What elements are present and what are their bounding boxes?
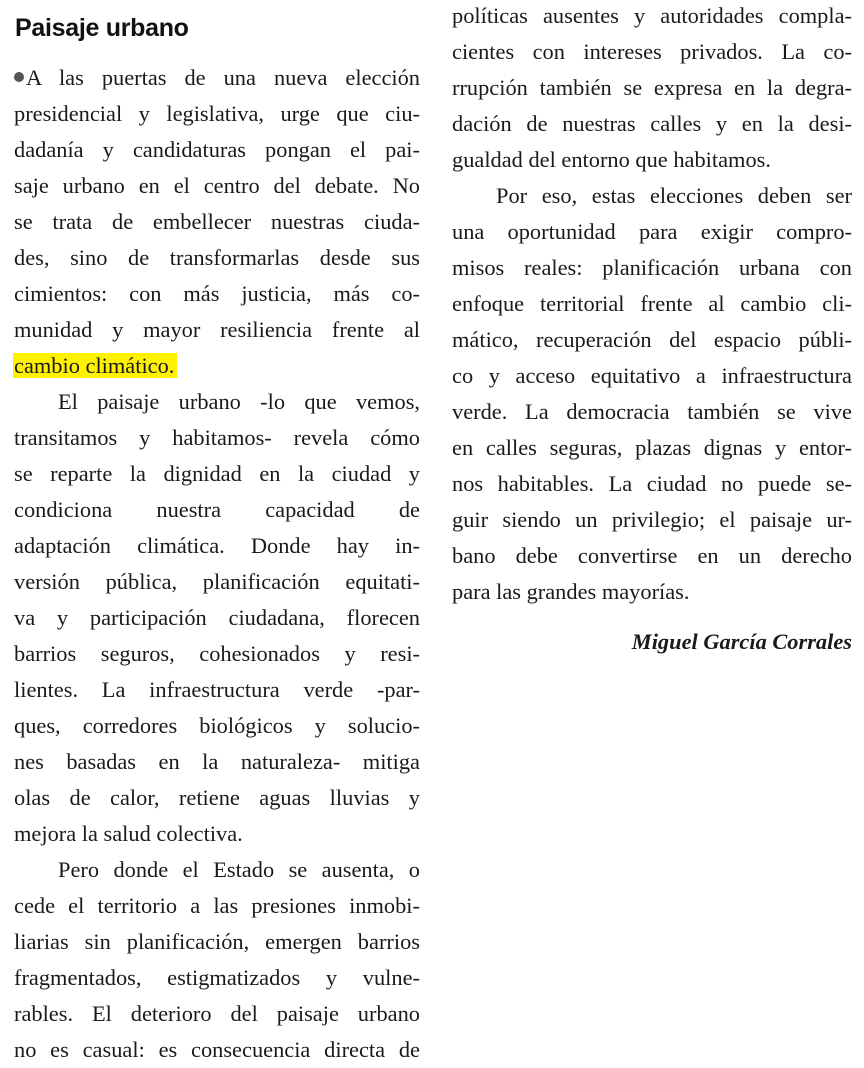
text-line: presidencial y legislativa, urge que ciu- <box>14 101 420 126</box>
text-line: rrupción también se expresa en la degra- <box>452 75 852 100</box>
text-line: fragmentados, estigmatizados y vulne- <box>14 965 420 990</box>
text-line: bano debe convertirse en un derecho <box>452 543 852 568</box>
text-line: Pero donde el Estado se ausenta, o <box>58 857 420 882</box>
text-line: des, sino de transformarlas desde sus <box>14 245 420 270</box>
author-signature: Miguel García Corrales <box>631 629 852 654</box>
text-line: políticas ausentes y autoridades compla- <box>452 3 852 28</box>
text-line: guir siendo un privilegio; el paisaje ur- <box>452 507 852 532</box>
text-line: mejora la salud colectiva. <box>14 821 243 846</box>
text-line: munidad y mayor resiliencia frente al <box>14 317 420 342</box>
text-line: condiciona nuestra capacidad de <box>14 497 420 522</box>
text-line: para las grandes mayorías. <box>452 579 690 604</box>
text-line: nos habitables. La ciudad no puede se- <box>452 471 852 496</box>
text-line: una oportunidad para exigir compro- <box>452 219 852 244</box>
text-line: se reparte la dignidad en la ciudad y <box>14 461 420 486</box>
text-line: mático, recuperación del espacio públi- <box>452 327 852 352</box>
text-line: versión pública, planificación equitati- <box>14 569 420 594</box>
text-line: gualdad del entorno que habitamos. <box>452 147 771 172</box>
text-line: rables. El deterioro del paisaje urbano <box>14 1001 420 1026</box>
text-line: adaptación climática. Donde hay in- <box>14 533 420 558</box>
text-line: se trata de embellecer nuestras ciuda- <box>14 209 420 234</box>
text-line: Por eso, estas elecciones deben ser <box>496 183 852 208</box>
text-line: nes basadas en la naturaleza- mitiga <box>14 749 420 774</box>
text-line: verde. La democracia también se vive <box>452 399 852 424</box>
bullet-icon <box>14 72 24 82</box>
text-line: barrios seguros, cohesionados y resi- <box>14 641 420 666</box>
text-line: en calles seguras, plazas dignas y entor- <box>452 435 852 460</box>
text-line: enfoque territorial frente al cambio cli- <box>452 291 852 316</box>
text-line: transitamos y habitamos- revela cómo <box>14 425 420 450</box>
text-line: lientes. La infraestructura verde -par- <box>14 677 420 702</box>
text-line: olas de calor, retiene aguas lluvias y <box>14 785 420 810</box>
text-line: cientes con intereses privados. La co- <box>452 39 852 64</box>
text-line: cede el territorio a las presiones inmobi- <box>14 893 420 918</box>
text-line: liarias sin planificación, emergen barrios <box>14 929 420 954</box>
text-line: dación de nuestras calles y en la desi- <box>452 111 852 136</box>
highlighted-text: cambio climático. <box>13 353 177 378</box>
text-line: co y acceso equitativo a infraestructura <box>452 363 852 388</box>
text-line: misos reales: planificación urbana con <box>452 255 852 280</box>
text-line <box>14 348 420 384</box>
text-line-content: A las puertas de una nueva elección <box>26 65 420 90</box>
text-line <box>14 60 420 96</box>
text-line: dadanía y candidaturas pongan el pai- <box>14 137 420 162</box>
text-line: ques, corredores biológicos y solucio- <box>14 713 420 738</box>
text-line: El paisaje urbano -lo que vemos, <box>58 389 420 414</box>
text-line: saje urbano en el centro del debate. No <box>14 173 420 198</box>
text-line: no es casual: es consecuencia directa de <box>14 1037 420 1062</box>
article-title: Paisaje urbano <box>15 14 189 42</box>
text-line: cimientos: con más justicia, más co- <box>14 281 420 306</box>
text-line: va y participación ciudadana, florecen <box>14 605 420 630</box>
